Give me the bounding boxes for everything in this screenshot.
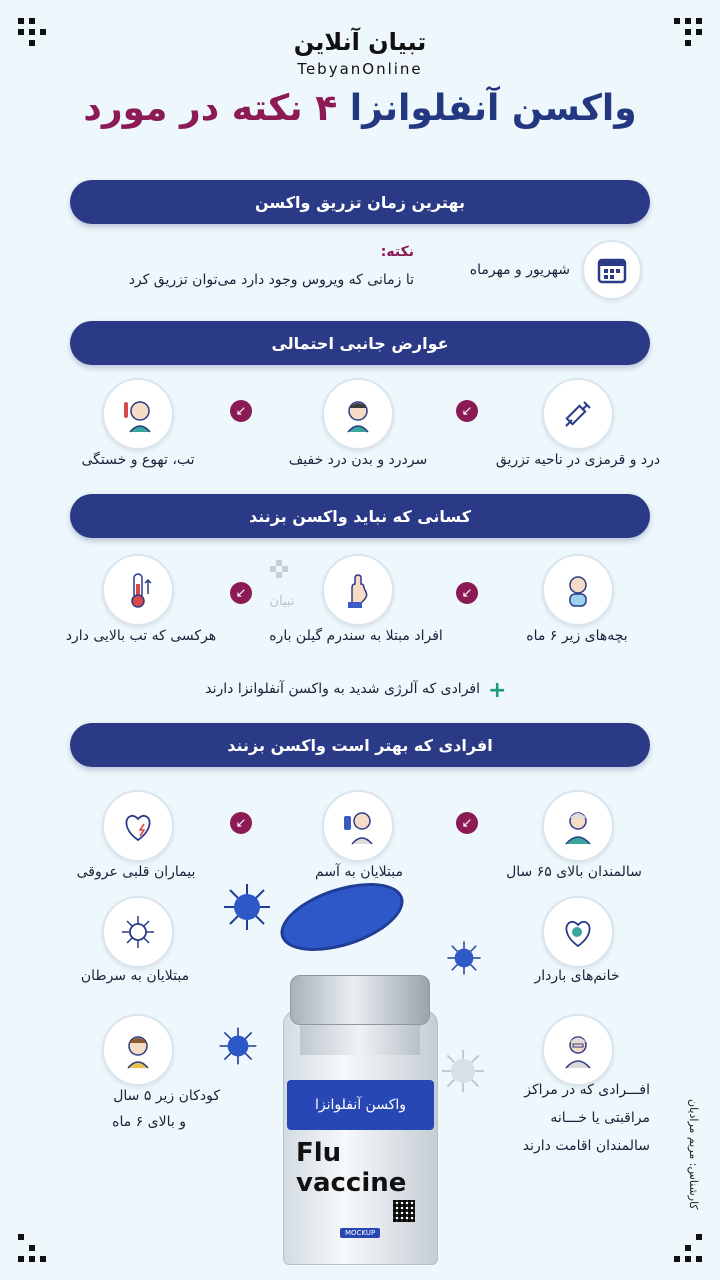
vial-label-english [296,1138,406,1198]
vial-label-line2: vaccine [296,1168,407,1198]
should-label: خانم‌های باردار [534,968,620,984]
vial-cap [290,975,430,1025]
vial-label-persian: واکسن آنفلوانزا [287,1080,434,1130]
arrow-icon: ↙ [230,812,252,834]
logo-english: TebyanOnline [297,60,423,78]
should-label-line: مراقبتی یا خـــانه [550,1110,650,1126]
corner-pattern-icon [18,18,46,46]
virus-icon [446,940,482,976]
section-heading-should: افرادی که بهتر است واکسن بزنند [70,723,650,767]
should-label-line: کودکان زیر ۵ سال [113,1088,220,1104]
logo-persian: تبیان آنلاین [293,28,427,56]
pregnant-icon [542,896,614,968]
virus-icon [440,1048,486,1094]
title-part-two: واکسن آنفلوانزا [349,88,637,129]
side-effect-label: سردرد و بدن درد خفیف [288,452,428,468]
baby-icon [542,554,614,626]
section-heading-side-effects: عوارض جانبی احتمالی [70,321,650,365]
vial-neck [300,1020,420,1055]
arrow-icon: ↙ [456,812,478,834]
should-label-line: و بالای ۶ ماه [112,1114,186,1130]
virus-icon [218,1026,258,1066]
note-label: نکته: [380,244,414,260]
fever-icon [102,378,174,450]
elderly-icon [542,790,614,862]
note-text: تا زمانی که ویروس وجود دارد می‌توان تزریق کرد [128,272,414,288]
care-home-icon [542,1014,614,1086]
should-label-line: سالمندان اقامت دارند [522,1138,650,1154]
mockup-tag: MOCKUP [340,1228,380,1238]
section-heading-should-not: کسانی که نباید واکسن بزنند [70,494,650,538]
page-title [40,88,680,129]
watermark-logo [262,560,302,609]
section-heading-best-time: بهترین زمان تزریق واکسن [70,180,650,224]
credit-text: کارشناس: مریم مرادیان [687,1099,700,1210]
corner-pattern-icon [674,18,702,46]
side-effect-label: تب، تهوع و خستگی [81,452,195,468]
headache-icon [322,378,394,450]
vial-label-line1: Flu [296,1138,342,1168]
corner-pattern-icon [18,1234,46,1262]
arrow-icon: ↙ [456,400,478,422]
should-not-label: بچه‌های زیر ۶ ماه [526,628,628,644]
should-not-label: هرکسی که تب بالایی دارد [65,628,217,644]
should-label-line: افـــرادی که در مراکز [524,1082,650,1098]
title-part-one: ۴ نکته در مورد [83,88,338,129]
thermometer-icon [102,554,174,626]
syringe-icon [542,378,614,450]
should-label: سالمندان بالای ۶۵ سال [506,864,642,880]
cancer-cell-icon [102,896,174,968]
should-label: بیماران قلبی عروقی [76,864,196,880]
arrow-icon: ↙ [230,400,252,422]
allergy-text: افرادی که آلرژی شدید به واکسن آنفلوانزا دارند [205,681,480,697]
plus-icon: + [488,678,507,703]
calendar-icon [582,240,642,300]
watermark-text: تبیان [269,594,295,609]
child-icon [102,1014,174,1086]
should-not-label: افراد مبتلا به سندرم گیلن باره [269,628,443,644]
should-label: مبتلایان به سرطان [80,968,190,984]
side-effect-label: درد و قرمزی در ناحیه تزریق [495,452,661,468]
inhaler-icon [322,790,394,862]
vial-lid [272,870,412,965]
arrow-icon: ↙ [230,582,252,604]
qr-code-icon [393,1200,415,1222]
hand-icon [322,554,394,626]
arrow-icon: ↙ [456,582,478,604]
best-time-text: شهریور و مهرماه [469,262,570,278]
corner-pattern-icon [674,1234,702,1262]
virus-icon [222,882,272,932]
should-label: مبتلایان به آسم [315,864,403,880]
heart-icon [102,790,174,862]
